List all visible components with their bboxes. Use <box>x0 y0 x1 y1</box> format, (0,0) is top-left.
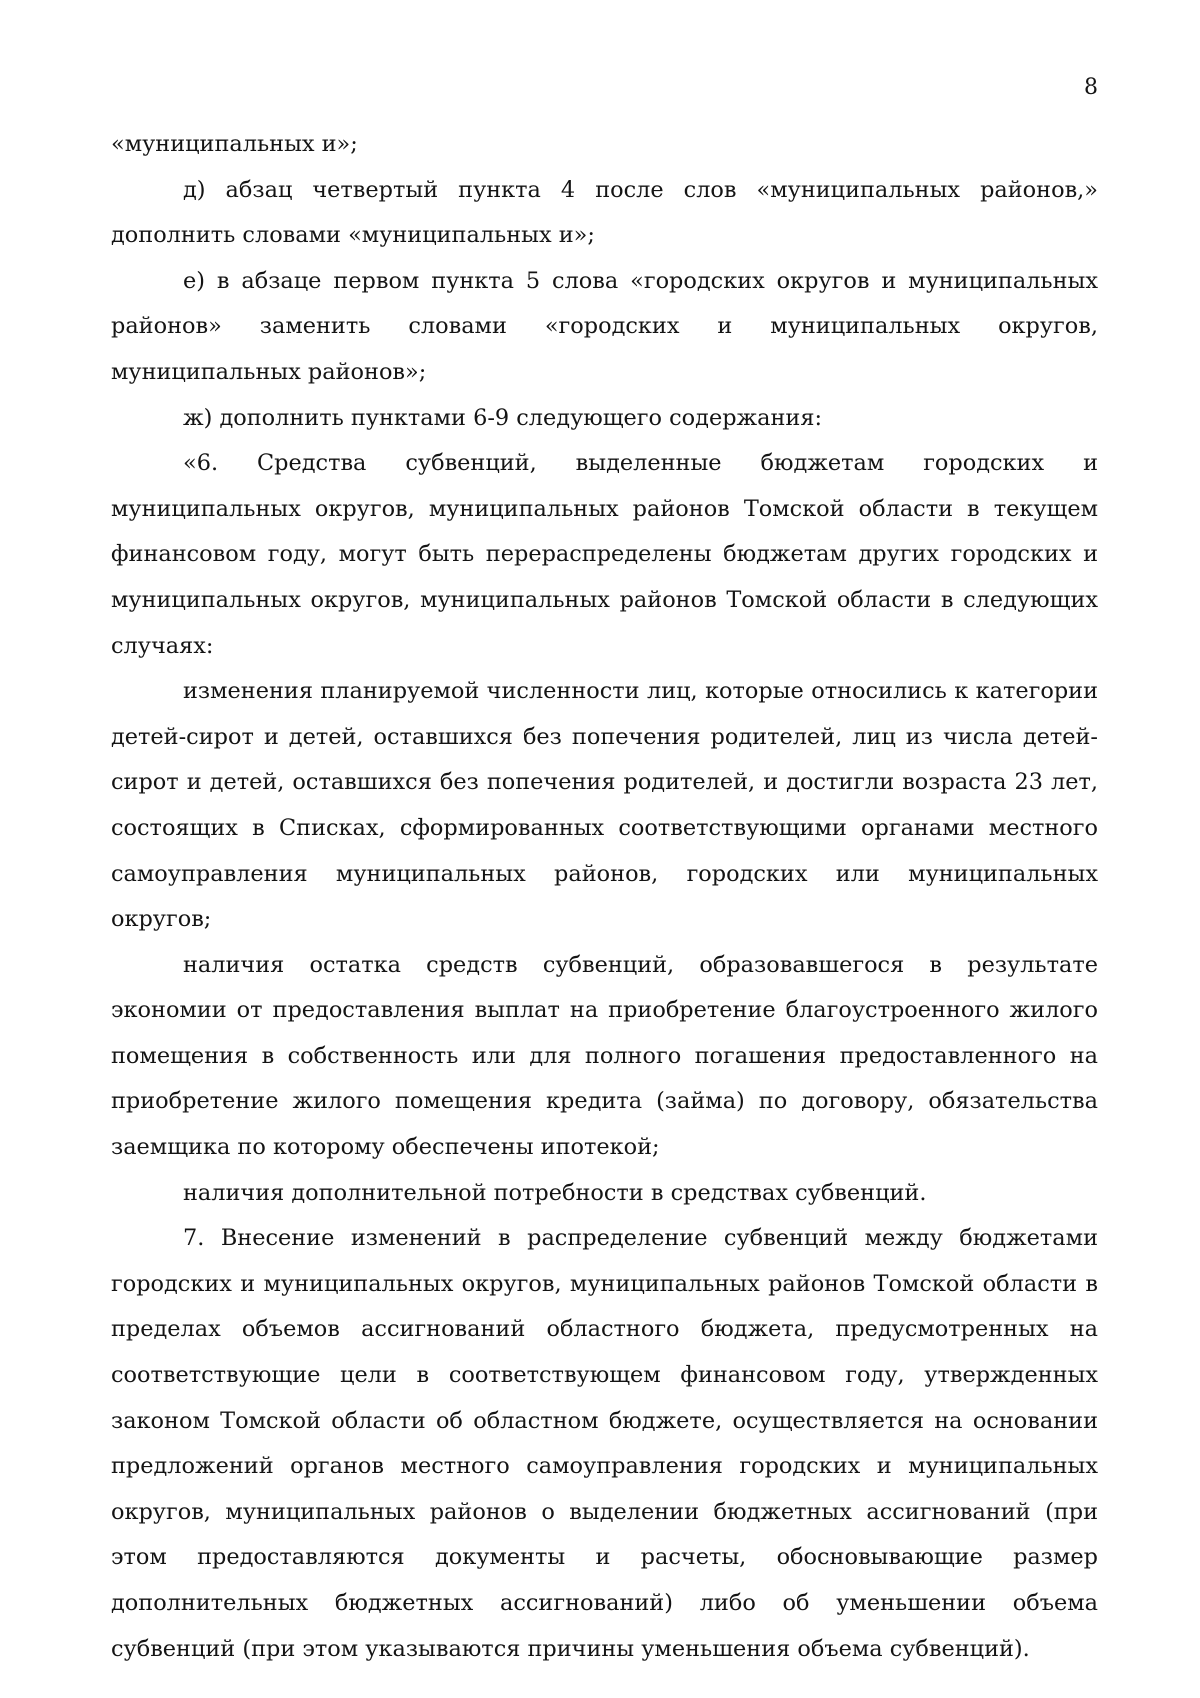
paragraph: наличия остатка средств субвенций, образовавшегося в результате экономии от предоставления выплат на приобретение благоустроенного жилого помещения в собственность или для полного погашения предоставленного на приобретение жилого помещения кредита (займа) по договору, обязательства заемщика по которому обеспечены ипотекой; <box>111 951 1098 1161</box>
paragraph: ж) дополнить пунктами 6-9 следующего содержания: <box>183 404 822 431</box>
paragraph: е) в абзаце первом пункта 5 слова «городских округов и муниципальных районов» заменить словами «городских и муниципальных округов, муниципальных районов»; <box>111 267 1098 385</box>
paragraph: д) абзац четвертый пункта 4 после слов «муниципальных районов,» дополнить словами «муниципальных и»; <box>111 176 1098 249</box>
paragraph: «муниципальных и»; <box>111 131 358 157</box>
paragraph: изменения планируемой численности лиц, которые относились к категории детей-сирот и детей, оставшихся без попечения родителей, лиц из числа детей-сирот и детей, оставшихся без попечения родителей, и достигли возраста 23 лет, состоящих в Списках, сформированных соответствующими органами местного самоуправления муниципальных районов, городских или муниципальных округов; <box>111 678 1098 933</box>
paragraph: «6. Средства субвенций, выделенные бюджетам городских и муниципальных округов, муниципальных районов Томской области в текущем финансовом году, могут быть перераспределены бюджетам других городских и муниципальных округов, муниципальных районов Томской области в следующих случаях: <box>111 450 1098 659</box>
page-number: 8 <box>1084 75 1098 100</box>
paragraph: наличия дополнительной потребности в средствах субвенций. <box>183 1179 927 1206</box>
paragraph: 7. Внесение изменений в распределение субвенций между бюджетами городских и муниципальных округов, муниципальных районов Томской области в пределах объемов ассигнований областного бюджета, предусмотренных на соответствующие цели в соответствующем финансовом году, утвержденных законом Томской области об областном бюджете, осуществляется на основании предложений органов местного самоуправления городских и муниципальных округов, муниципальных районов о выделении бюджетных ассигнований (при этом предоставляются документы и расчеты, обосновывающие размер дополнительных бюджетных ассигнований) либо об уменьшении объема субвенций (при этом указываются причины уменьшения объема субвенций). <box>111 1225 1098 1662</box>
document-body <box>111 122 1098 1672</box>
